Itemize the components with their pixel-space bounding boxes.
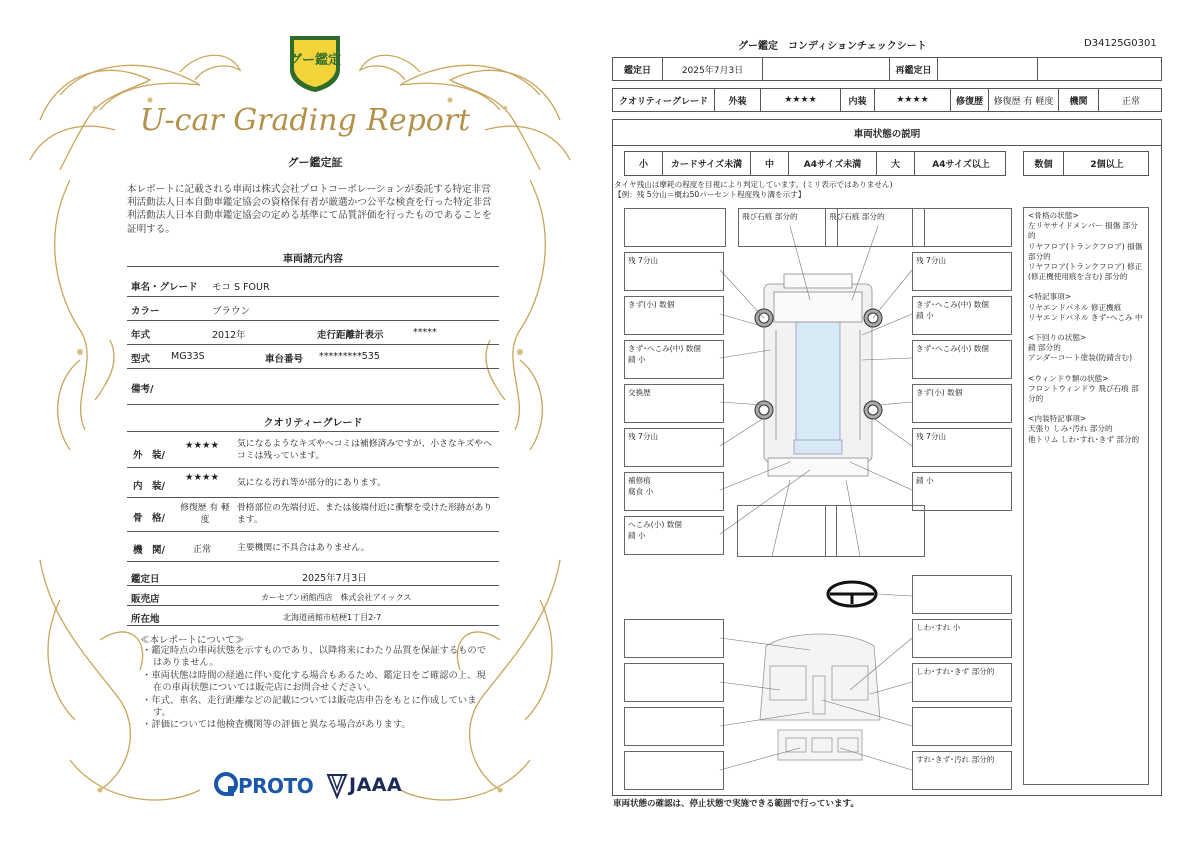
box-top-left (624, 208, 726, 247)
grade-interior-stars: ★★★★ (185, 472, 220, 483)
size-legend (624, 151, 1006, 176)
remarks-interior: <内装特記事項> 天張り しみ･汚れ 部分的 他トリム しわ･すれ･きず 部分的 (1028, 414, 1140, 444)
date-row (612, 57, 1162, 81)
grade-row-engine (127, 532, 499, 562)
box-right-6: 錆 小 (912, 472, 1012, 511)
proto-logo-icon (214, 772, 238, 798)
box-right-1: 残 7分山 (912, 252, 1012, 291)
box-right-3: きず･へこみ(小) 数個 (912, 340, 1012, 379)
legend-small-desc: カードサイズ未満 (663, 152, 751, 175)
remarks-special: <特記事項> リヤエンドパネル 修正機痕 リヤエンドパネル きず･へこみ 中 (1028, 292, 1143, 322)
spec-chassis-label: 車台番号 (265, 354, 304, 365)
grade-row-frame (127, 498, 499, 532)
grade-section-title: クオリティーグレード (263, 418, 363, 429)
legend-mid-desc: A4サイズ未満 (789, 152, 877, 175)
tire-note-line-1: タイヤ残山は摩耗の程度を目視により判定しています。(ミリ表示ではありません) (614, 180, 893, 189)
condition-title: 車両状態の説明 (613, 120, 1161, 146)
int-label: 内装 (841, 89, 875, 111)
spec-table (127, 265, 499, 405)
info-row-address (127, 606, 499, 626)
grade-exterior-stars: ★★★★ (185, 440, 220, 451)
tire-note (614, 180, 893, 200)
grade-engine-desc: 主要機関に不具合はありません。 (237, 543, 370, 553)
info-address-label: 所在地 (131, 614, 160, 625)
spec-chassis-value: *********535 (319, 351, 380, 362)
logo-text: グー鑑定 (288, 52, 342, 67)
spec-section-title: 車両諸元内容 (283, 254, 343, 265)
legend-count: 数個 (1024, 152, 1064, 175)
ext-value: ★★★★ (761, 89, 841, 111)
box-interior-right-1: しわ･すれ 小 (912, 619, 1012, 658)
info-dealer-value: カーセブン函館西店 株式会社アイックス (261, 593, 412, 602)
note-item: ・ 車両状態は時間の経過に伴い変化する場合もあるため、鑑定日をご確認の上、現在の車両状態については販売店にお問合せください。 (142, 670, 492, 695)
sheet-title: グー鑑定 コンディションチェックシート (738, 41, 927, 52)
box-interior-right-4: すれ･きず･汚れ 部分的 (912, 751, 1012, 790)
jaaa-logo-text: JAAA (349, 774, 403, 796)
note-item: ・ 鑑定時点の車両状態を示すものであり、以降将来にわたり品質を保証するものではありません。 (142, 645, 492, 670)
grade-frame-value: 修復歴 有 軽度 (180, 503, 230, 525)
redate-value (938, 58, 1038, 80)
spec-row-model (127, 345, 499, 369)
certificate-title: グー鑑定証 (287, 156, 343, 169)
spec-year-value: 2012年 (212, 330, 246, 341)
count-legend (1023, 151, 1149, 176)
quality-row (612, 88, 1162, 112)
legend-count-desc: 2個以上 (1090, 160, 1124, 170)
box-right-5: 残 7分山 (912, 428, 1012, 467)
grade-interior-desc: 気になる汚れ等が部分的にあります。 (237, 478, 386, 488)
date-label: 鑑定日 (613, 58, 663, 80)
date-value: 2025年7月3日 (663, 58, 763, 80)
engine-label: 機関 (1059, 89, 1099, 111)
box-interior-left-4 (624, 751, 724, 790)
box-right-2: きず･へこみ(中) 数個 錆 小 (912, 296, 1012, 335)
grade-engine-label: 機 関/ (133, 545, 165, 556)
repair-label: 修復歴 (951, 89, 989, 111)
box-interior-right-3 (912, 707, 1012, 746)
grade-engine-value: 正常 (193, 545, 212, 555)
quality-label: クオリティーグレード (613, 89, 715, 111)
grade-exterior-label: 外 装/ (133, 450, 165, 461)
footer-note: 車両状態の確認は、停止状態で実施できる範囲で行っています。 (613, 799, 859, 809)
grade-interior-label: 内 装/ (133, 481, 165, 492)
legend-mid: 中 (751, 152, 789, 175)
box-interior-right-2: しわ･すれ･きず 部分的 (912, 663, 1012, 702)
box-top-right (912, 208, 1012, 247)
box-right-4: きず(小) 数個 (912, 384, 1012, 423)
spec-model-label: 型式 (131, 354, 151, 365)
tire-note-line-2: 【例：残 5分山＝概ね50パーセント程度残り溝を示す】 (614, 190, 806, 199)
box-steering (912, 575, 1012, 614)
box-left-3: きず･へこみ(中) 数個 錆 小 (624, 340, 724, 379)
spec-row-year (127, 321, 499, 345)
box-left-2: きず(小) 数個 (624, 296, 724, 335)
spec-color-value: ブラウン (212, 306, 251, 317)
remarks-panel (1023, 207, 1149, 785)
box-left-1: 残 7分山 (624, 252, 724, 291)
repair-value: 修復歴 有 軽度 (989, 89, 1059, 111)
box-top-center-right: 飛び石痕 部分的 (825, 208, 925, 247)
spec-name-label: 車名・グレード (131, 282, 198, 293)
redate-label: 再鑑定日 (890, 58, 938, 80)
info-date-value: 2025年7月3日 (302, 573, 367, 584)
grade-row-exterior (127, 434, 499, 468)
spec-name-value: モコ S FOUR (212, 282, 270, 293)
spec-row-name (127, 273, 499, 297)
box-left-4: 交換歴 (624, 384, 724, 423)
remarks-frame: <骨格の状態> 左リヤサイドメンバー 損傷 部分的 リヤフロア(トランクフロア) 損傷 部分的 リヤフロア(トランクフロア) 修正(修正機使用痕を含む) 部分的 (1028, 211, 1143, 282)
grade-exterior-desc: 気になるようなキズやヘコミは補修済みですが、小さなキズやヘコミは残っています。 (237, 439, 492, 461)
legend-large-desc: A4サイズ以上 (932, 160, 990, 170)
spec-mileage-label: 走行距離計表示 (317, 330, 384, 341)
legend-small: 小 (625, 152, 663, 175)
spec-row-color (127, 297, 499, 321)
box-interior-left-1 (624, 619, 724, 658)
proto-logo-text: PROTO (238, 774, 314, 798)
grade-frame-label: 骨 格/ (133, 513, 165, 524)
info-address-value: 北海道函館市桔梗1丁目2-7 (283, 613, 382, 622)
certificate-body: 本レポートに記載される車両は株式会社プロトコーポレーションが委託する特定非営利活動法人日本自動車鑑定協会の資格保有者が厳選かつ公平な検査を行った特定非営利活動法人日本自動車鑑定協会の定める基準にて品質評価を行ったものであることを証明する。 (127, 184, 492, 235)
goo-kantei-logo (286, 30, 344, 94)
info-row-dealer (127, 586, 499, 606)
notes-title: ≪本レポートについて≫ (140, 635, 245, 646)
note-item: ・ 年式、車名、走行距離などの記載については販売店申告をもとに作成しています。 (142, 695, 492, 720)
document-id: D34125G0301 (1084, 38, 1157, 49)
legend-large: 大 (877, 152, 915, 175)
remarks-windows: <ウィンドウ類の状態> フロントウィンドウ 飛び石痕 部分的 (1028, 373, 1139, 404)
box-bottom-right (825, 505, 925, 557)
box-bottom-left (737, 505, 837, 557)
int-value: ★★★★ (875, 89, 951, 111)
engine-value: 正常 (1121, 96, 1140, 107)
grade-row-interior (127, 468, 499, 498)
box-left-6: 補修痕 腐食 小 (624, 472, 724, 511)
spec-year-label: 年式 (131, 330, 151, 341)
info-table (127, 566, 499, 626)
box-left-5: 残 7分山 (624, 428, 724, 467)
box-top-center-left: 飛び石痕 部分的 (738, 208, 838, 247)
grade-table (127, 430, 499, 564)
box-interior-left-3 (624, 707, 724, 746)
info-date-label: 鑑定日 (131, 574, 160, 585)
condition-check-sheet (600, 0, 1200, 848)
spec-notes-label: 備考/ (131, 384, 154, 395)
spec-model-value: MG33S (171, 351, 205, 362)
box-left-7: へこみ(小) 数個 錆 小 (624, 516, 724, 555)
script-title (140, 92, 470, 148)
spec-color-label: カラー (131, 306, 160, 317)
info-row-date (127, 566, 499, 586)
ext-label: 外装 (715, 89, 761, 111)
footer-logos (214, 768, 414, 802)
info-dealer-label: 販売店 (131, 594, 160, 605)
remarks-underbody: <下回りの状態> 錆 部分的 アンダーコート塗装(防錆含む) (1028, 333, 1133, 363)
grade-frame-desc: 骨格部位の先端付近、または後端付近に衝撃を受けた形跡があります。 (237, 503, 493, 525)
notes-list (142, 645, 492, 732)
script-title-text: U-car Grading Report (140, 103, 470, 138)
spec-mileage-value: ***** (413, 327, 437, 338)
spec-row-notes (127, 369, 499, 405)
box-interior-left-2 (624, 663, 724, 702)
note-item: ・ 評価については他検査機関等の評価と異なる場合があります。 (142, 719, 492, 731)
jaaa-logo-icon (326, 771, 348, 799)
